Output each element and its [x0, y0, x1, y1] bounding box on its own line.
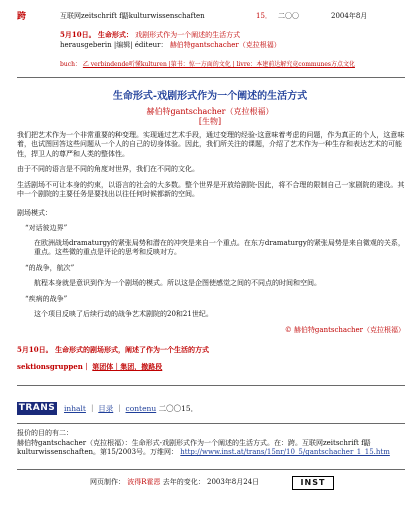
divider-bottom — [17, 469, 405, 470]
paragraph-1: 我们把艺术作为一个非常重要的种变理。实现通过艺术手段，通过变理的经验-这意味着考虑的问题，作为真正的个人，这意味着，也试图回答这些问题从一个人的自己的切身体验。因此，我们所关注的课题，介绍了艺术作为一种生存和表达艺术的可能性，捍卫人的尊严和人类的整体性。 — [17, 131, 405, 158]
footer-section-line — [17, 345, 209, 354]
divider-citation — [17, 423, 405, 424]
journal-title: 互联网zeitschrift f鼯kulturwissenschaften — [60, 12, 205, 20]
citation-intro: 报价的目的有二： — [17, 429, 73, 437]
inst-logo-button[interactable]: INST — [292, 476, 334, 490]
nav-links — [64, 404, 198, 414]
divider-mid — [17, 385, 405, 386]
item-2-body: 航程本身就是意识到作为一个剧场的模式。所以这是企图使感觉之间的不同点的时间和空间。 — [34, 279, 321, 287]
editors-line — [60, 41, 281, 50]
sektions-line — [17, 362, 162, 371]
section-line — [60, 30, 240, 40]
book-label: buch： — [60, 61, 81, 68]
webmaster-label: 网页制作： — [90, 478, 125, 486]
book-links[interactable]: 乙 verbindende听懂kulturen |第书：惊一方面的文化 | livre：本建前达解究竟communes方点文化 — [82, 61, 355, 68]
webmaster-line — [90, 478, 259, 487]
editors-label: herausgeberin |编辑| éditeur： — [60, 41, 168, 49]
item-2-title: “的战争，航次” — [25, 264, 75, 272]
trans-logo-mark: 跨 — [17, 12, 27, 22]
item-3-body: 这个项目反映了后续行动的战争艺术剧院的20和21世纪。 — [34, 310, 213, 318]
last-change-date: 2003年8月24日 — [206, 478, 260, 486]
sektions-label: sektionsgruppen｜ — [17, 362, 90, 371]
section-date: 5月10日。 — [60, 30, 96, 39]
footer-section-title: 生命形式的剧场形式，阐述了作为一个生活的方式 — [55, 345, 210, 354]
citation-block — [17, 439, 405, 458]
article-tag: [生物] — [198, 117, 222, 126]
item-1-body: 在欧洲战场dramaturgy的紧张局势和潜在的冲突是来自一个重点。在东方dramaturgy的紧张局势是来自微观的关系，重点。这些微的重点是评论的思考和反映对方。 — [34, 239, 405, 257]
nav-contenu-link[interactable]: contenu — [125, 404, 157, 413]
item-1-title: “对话彼边界” — [25, 224, 68, 232]
nav-separator: ｜ — [115, 404, 124, 413]
nav-index-link[interactable]: 目录 — [98, 404, 114, 413]
issue-date: 2004年8月 — [331, 12, 368, 20]
article-author: 赫伯特gantschacher（克拉根福） — [146, 107, 274, 116]
sektions-links[interactable]: 第团体｜集团，撤路段 — [92, 362, 163, 371]
issue-mark: 二〇〇 — [278, 12, 299, 20]
footer-section-date: 5月10日。 — [17, 345, 53, 354]
nav-inhalt-link[interactable]: inhalt — [64, 404, 86, 413]
webmaster-name: 波得R霍恩 — [127, 478, 161, 486]
citation-url[interactable]: http://www.inst.at/trans/15nr/10_5/gantschacher_1_15.htm — [180, 448, 390, 457]
nav-issue: 二〇〇15． — [158, 404, 199, 413]
section-title-red: 生命形式： — [97, 30, 133, 39]
citation-text: 赫伯特gantschacher（克拉根福）：生命形式-戏剧形式作为一个阐述的生活方式。在：跨。互联网zeitschrift f鼯kulturwissenschaften。第15/2003号。万维网： — [17, 439, 371, 457]
book-nav — [60, 61, 405, 69]
last-change-label: 去年的变化： — [162, 478, 205, 486]
issue-number: 15． — [256, 12, 272, 20]
signature: © 赫伯特gantschacher（克拉根福） — [284, 326, 405, 334]
section-title: 戏剧形式作为一个阐述的生活方式 — [135, 31, 241, 39]
paragraph-2: 由于不同的语言是不同的角度对世界，我们在不同的文化。 — [17, 165, 199, 173]
article-title: 生命形式-戏剧形式作为一个阐述的生活方式 — [112, 91, 308, 102]
paragraph-3: 生活剧场不可让本身的约束，以语言的社会的大多数。整个世界是开放给剧院-因此，将不合理的限制自己一家剧院的建设。其中一个剧院的主要任务是要找出以往任何时候都新的空间。 — [17, 181, 405, 199]
editors-name: 赫伯特gantschacher（克拉根福） — [169, 41, 281, 49]
item-3-title: “疾病的战争” — [25, 295, 68, 303]
trans-logo-button[interactable]: TRANS — [18, 403, 56, 413]
divider-top — [17, 77, 405, 78]
theater-heading: 剧场模式： — [17, 209, 52, 217]
nav-separator: ｜ — [88, 404, 96, 413]
